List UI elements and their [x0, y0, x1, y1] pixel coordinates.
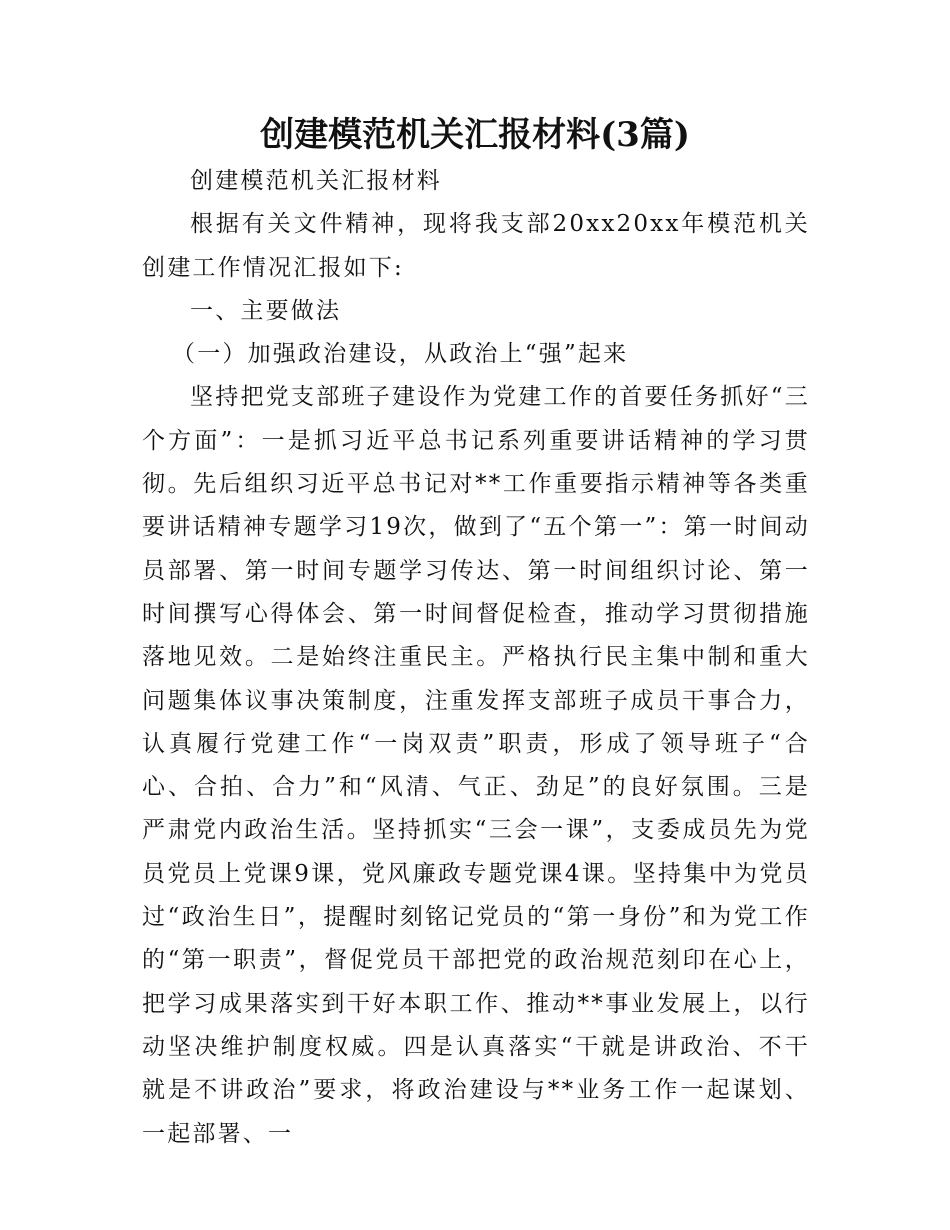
document-body: [142, 160, 810, 1156]
paragraph-body: 坚持把党支部班子建设作为党建工作的首要任务抓好“三个方面”：一是抓习近平总书记系列重要讲话精神的学习贯彻。先后组织习近平总书记对**工作重要指示精神等各类重要讲话精神专题学习19次，做到了“五个第一”：第一时间动员部署、第一时间专题学习传达、第一时间组织讨论、第一时间撰写心得体会、第一时间督促检查，推动学习贯彻措施落地见效。二是始终注重民主。严格执行民主集中制和重大问题集体议事决策制度，注重发挥支部班子成员干事合力，认真履行党建工作“一岗双责”职责，形成了领导班子“合心、合拍、合力”和“风清、气正、劲足”的良好氛围。三是严肃党内政治生活。坚持抓实“三会一课”，支委成员先为党员党员上党课9课，党风廉政专题党课4课。坚持集中为党员过“政治生日”，提醒时刻铭记党员的“第一身份”和为党工作的“第一职责”，督促党员干部把党的政治规范刻印在心上，把学习成果落实到干好本职工作、推动**事业发展上，以行动坚决维护制度权威。四是认真落实“干就是讲政治、不干就是不讲政治”要求，将政治建设与**业务工作一起谋划、一起部署、一: [142, 384, 810, 1147]
paragraph-intro: 根据有关文件精神，现将我支部20xx20xx年模范机关创建工作情况汇报如下:: [142, 211, 810, 281]
subsection-heading-political-construction: （一）加强政治建设，从政治上“强”起来: [172, 341, 629, 368]
paragraph-subtitle: 创建模范机关汇报材料: [190, 168, 442, 194]
document-title: 创建模范机关汇报材料(3篇): [260, 115, 690, 155]
section-heading-main-practices: 一、主要做法: [190, 297, 342, 324]
